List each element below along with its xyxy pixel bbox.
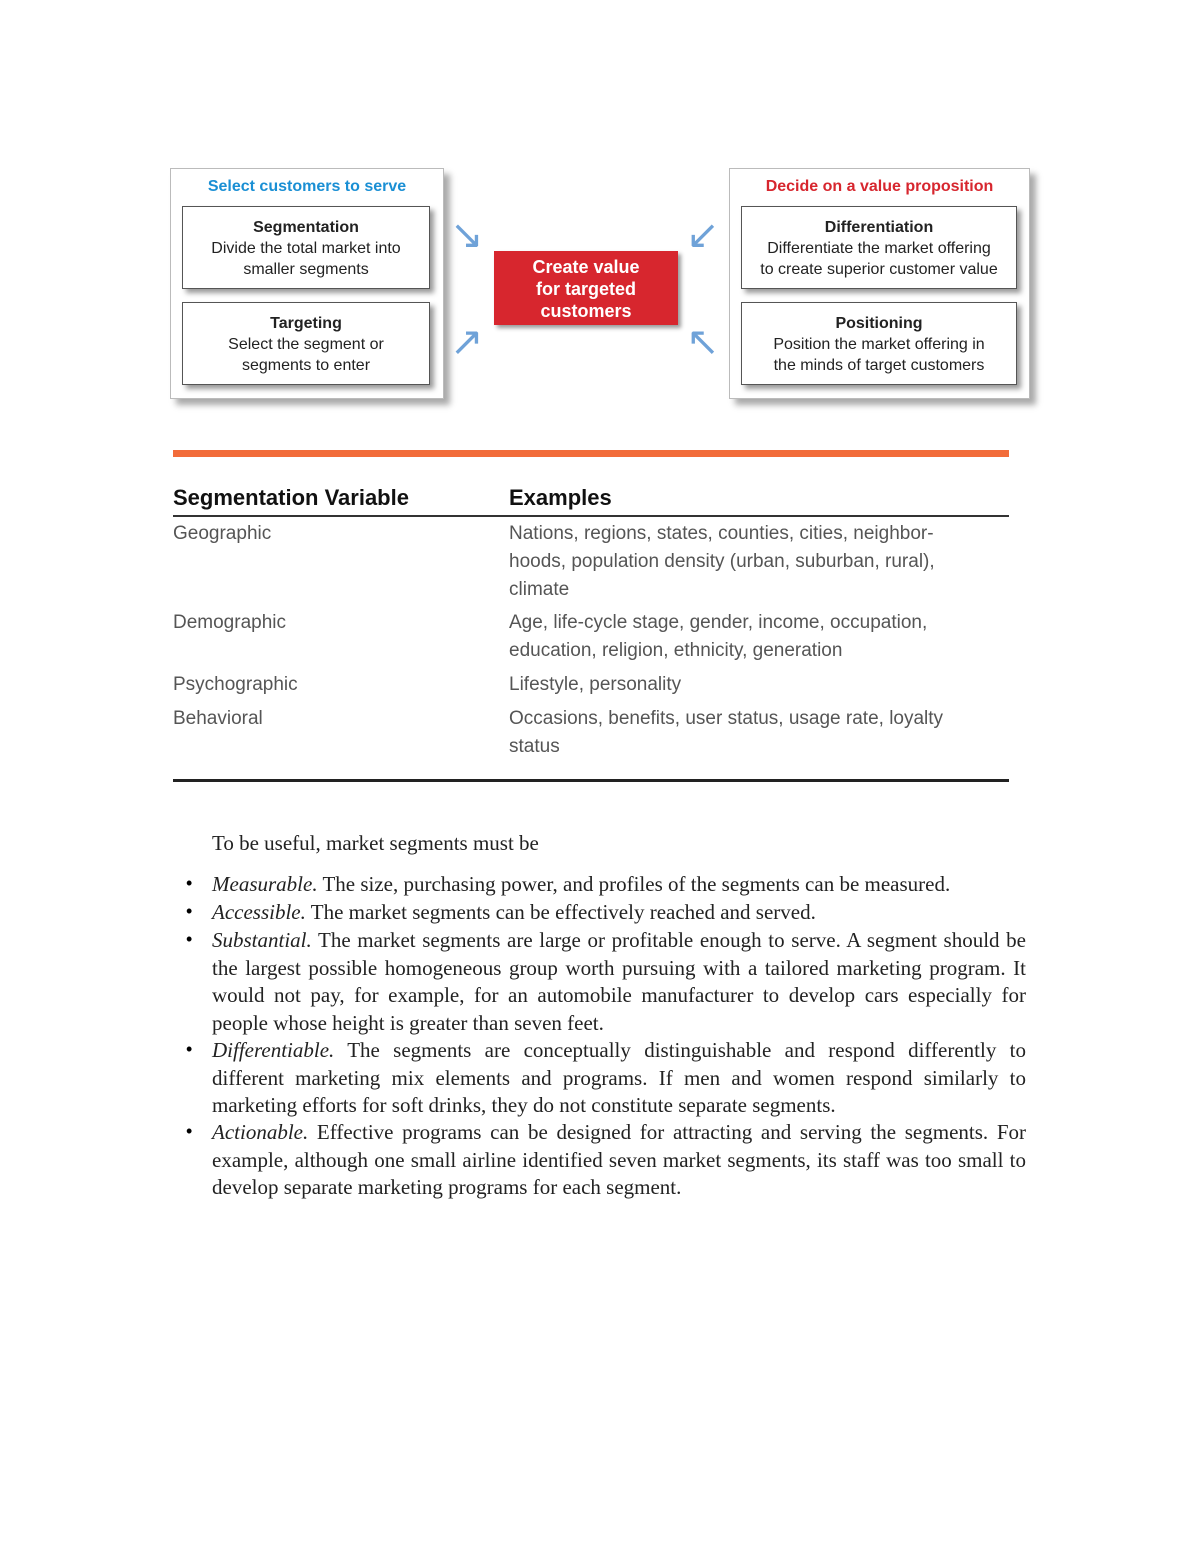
example-line: Lifestyle, personality [509,674,682,695]
example-line: Nations, regions, states, counties, cities, neighbor- [509,523,934,544]
value-proposition-panel [729,168,1030,399]
table-cell-variable: Behavioral [173,708,263,729]
table-bottom-rule [173,779,1009,782]
bullet-icon: • [186,1121,193,1141]
bullet-term: Measurable. [212,872,318,896]
center-text: Create value [532,257,640,277]
bullet-term: Substantial. [212,928,312,952]
example-line: Age, life-cycle stage, gender, income, occupation, [509,612,928,633]
table-cell-variable: Demographic [173,612,286,633]
orange-rule [173,450,1009,457]
box-text: the minds of target customers [773,357,985,374]
create-value-box [494,251,678,325]
bullet-icon: • [186,929,193,949]
table-cell-variable: Psychographic [173,674,298,695]
bullet-item [212,1119,1026,1202]
table-cell-examples [509,609,927,665]
center-text: customers [540,301,632,321]
segmentation-box [182,206,430,289]
box-text: Position the market offering in [773,336,985,353]
table-cell-examples [509,520,935,604]
bullet-item [212,927,1026,1037]
bullet-icon: • [186,873,193,893]
select-customers-panel [170,168,444,399]
header-rule [173,515,1009,517]
box-text: Differentiate the market offering [767,240,991,257]
box-title: Positioning [835,315,923,332]
arrow-up-left-icon: ↖ [686,320,720,364]
bullet-body: The size, purchasing power, and profiles of the segments can be measured. [317,872,951,896]
targeting-box [182,302,430,385]
bullet-term: Differentiable. [212,1038,335,1062]
table-cell-variable: Geographic [173,523,272,544]
bullet-body: The market segments are large or profitable enough to serve. A segment should be the largest possible homogeneous group worth pursuing with a tailored marketing program. It would not pay, for example, for an automobile manufacturer to develop cars especially for people whose height is greater than seven feet. [212,928,1026,1035]
box-text: smaller segments [243,261,369,278]
table-cell-examples [509,705,943,761]
table-cell-examples [509,671,681,699]
arrow-down-left-icon: ↙ [686,213,720,257]
box-title: Segmentation [253,219,359,236]
center-text: for targeted [535,279,636,299]
bullet-term: Accessible. [212,900,306,924]
example-line: hoods, population density (urban, suburban, rural), [509,551,935,572]
box-text: to create superior customer value [760,261,998,278]
bullet-icon: • [186,1039,193,1059]
example-line: Occasions, benefits, user status, usage rate, loyalty [509,708,944,729]
example-line: education, religion, ethnicity, generation [509,640,843,661]
box-title: Differentiation [824,219,934,236]
box-text: Divide the total market into [211,240,401,257]
box-text: segments to enter [241,357,371,374]
intro-text: To be useful, market segments must be [212,831,539,855]
box-title: Targeting [270,315,342,332]
bullet-item [212,899,1026,927]
example-line: status [509,736,560,757]
arrow-up-right-icon: ↗ [450,320,484,364]
header-variable: Segmentation Variable [173,485,409,510]
bullet-term: Actionable. [212,1120,309,1144]
arrow-down-right-icon: ↘ [450,213,484,257]
bullet-icon: • [186,901,193,921]
panel-title: Select customers to serve [207,178,407,195]
bullet-item [212,871,1026,899]
header-examples: Examples [509,485,612,510]
example-line: climate [509,579,570,600]
bullet-body: Effective programs can be designed for attracting and serving the segments. For example, although one small airline identified seven market segments, its staff was too small to develop separate marketing programs for each segment. [212,1120,1026,1199]
box-text: Select the segment or [228,336,384,353]
panel-title: Decide on a value proposition [765,178,994,195]
differentiation-box [741,206,1017,289]
bullet-body: The segments are conceptually distinguishable and respond differently to different marketing mix elements and programs. If men and women respond similarly to marketing efforts for soft drinks, they do not constitute separate segments. [212,1038,1026,1117]
bullet-item [212,1037,1026,1120]
positioning-box [741,302,1017,385]
bullet-body: The market segments can be effectively reached and served. [305,900,816,924]
